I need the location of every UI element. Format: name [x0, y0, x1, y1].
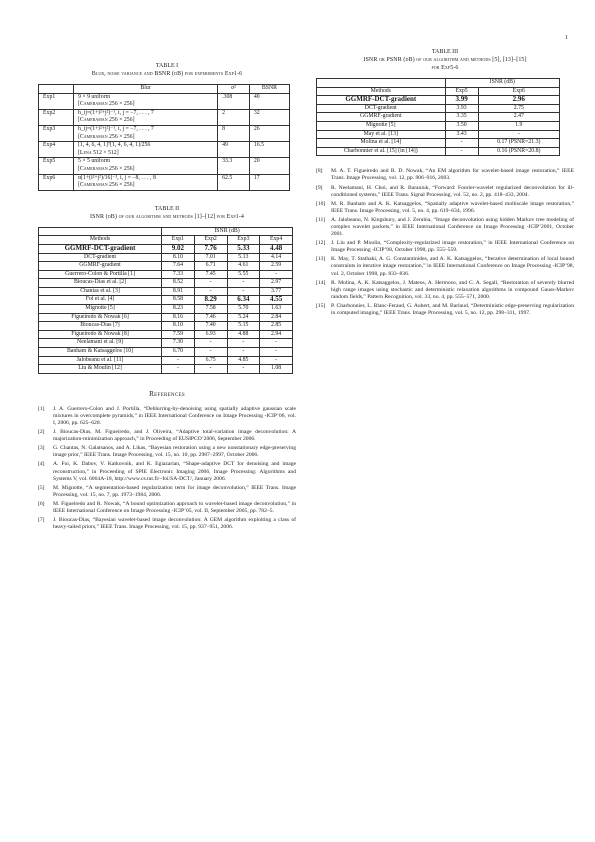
reference-text: P. Charbonnier, L. Blanc-Feraud, G. Aubert, and M. Barlaud, “Deterministic edge-preserving regularization in computed imaging,” IEEE Trans. Image Processing, vol. 5, no. 12, pp. 298–311, 1997. — [331, 302, 574, 317]
table2-value: 2.84 — [260, 313, 293, 322]
table1-image-label: [Cameraman 256 × 256] — [78, 133, 135, 140]
table3-value: 3.93 — [445, 104, 478, 113]
table2-row — [39, 270, 293, 279]
table2-value: 7.58 — [194, 305, 227, 314]
table2-value: - — [260, 348, 293, 357]
table3-row — [317, 96, 560, 105]
reference-number: [8] — [316, 168, 323, 175]
reference-number: [13] — [316, 256, 326, 263]
references-heading: References — [149, 389, 185, 398]
table1-header-cell: σ² — [218, 85, 250, 94]
table2-method: Chantas et al. [3] — [39, 287, 162, 296]
reference-text: M. Mignotte, “A segmentation-based regularization term for image deconvolution,” IEEE Trans. Image Processing, vol. 15, no. 7, pp. 1973–1984, 2006. — [53, 484, 296, 498]
table2-value: 7.01 — [194, 253, 227, 262]
table1-blur-cell — [74, 142, 218, 158]
reference-item — [38, 429, 296, 443]
table2-method: Bioucas-Dias [7] — [39, 322, 162, 331]
table2-value: 4.85 — [227, 356, 260, 365]
table2-value: - — [227, 365, 260, 374]
table1-sigma: 8 — [218, 125, 250, 141]
table2-value: 8.52 — [162, 279, 195, 288]
table2-value: 1.63 — [260, 305, 293, 314]
table2-value: 5.33 — [227, 244, 260, 253]
table1-header-cell: BSNR — [249, 85, 289, 94]
reference-item — [316, 240, 574, 254]
table2-value: - — [260, 339, 293, 348]
reference-text: J. Bioucas-Dias, M. Figueiredo, and J. Oliveira, “Adaptive total-variation image deconvolution: A majorization-minimization approach,” in Proceeding of EUSIPCO’2006, September 2006. — [53, 429, 296, 443]
table2-value: 8.10 — [162, 322, 195, 331]
table2-value: 2.94 — [260, 330, 293, 339]
table2-row — [39, 339, 293, 348]
table2-method: Neelamani et al. [9] — [39, 339, 162, 348]
table1-row — [39, 174, 290, 190]
table2-value: - — [194, 348, 227, 357]
reference-text: A. Jalobeanu, N. Kingsbury, and J. Zerubia, “Image deconvolution using hidden Markov tree modeling of complex wavelet packets,” in IEEE International Conference on Image Processing -ICIP’2001, October 2001. — [331, 216, 574, 238]
table2-value: 5.70 — [227, 305, 260, 314]
table1-sigma: 33.3 — [218, 158, 250, 174]
table3-value: 3.50 — [445, 121, 478, 130]
reference-item — [316, 217, 574, 238]
table2-value: 8.16 — [162, 313, 195, 322]
reference-item — [38, 517, 296, 531]
table2-value: - — [227, 348, 260, 357]
reference-text: R. Molina, A. K. Katsaggelos, J. Mateos, A. Hermoso, and C. A. Segall, “Restoration of severely blurred high range images using stochastic and deterministic relaxation algorithms in compound Gauss-Markov random fields,” Pattern Recognition, vol. 33, no. 4, pp. 555–571, 2000. — [331, 279, 574, 300]
table3-method: GGMRF-DCT-gradient — [317, 96, 446, 105]
reference-item — [38, 406, 296, 427]
table2-value: 4.88 — [227, 330, 260, 339]
table3-value: 2.47 — [478, 113, 559, 122]
reference-number: [10] — [316, 200, 326, 207]
table2-value: - — [194, 287, 227, 296]
references-list-left — [38, 406, 296, 532]
table2-value: 4.61 — [227, 262, 260, 271]
table2-value: - — [194, 339, 227, 348]
table2-row — [39, 305, 293, 314]
table3-row — [317, 130, 560, 139]
reference-item — [316, 303, 574, 317]
table2-group-header: ISNR (dB) — [162, 227, 293, 236]
table1-sigma: 49 — [218, 142, 250, 158]
table2-value: 7.45 — [194, 270, 227, 279]
table1-blur-kernel: 9 × 9 uniform — [78, 93, 111, 100]
table3-method: May et al. [13] — [317, 130, 446, 139]
table3-group-header: ISNR (dB) — [445, 79, 559, 88]
table2-value: 5.15 — [227, 322, 260, 331]
table2-row — [39, 356, 293, 365]
table1-blur-kernel: [1, 4, 6, 4, 1]ᵀ[1, 4, 6, 4, 1]/256 — [78, 142, 151, 149]
table2-row — [39, 287, 293, 296]
table1-sigma: 62.5 — [218, 174, 250, 190]
table1-bsnr: 26 — [249, 125, 289, 141]
table1-caption — [38, 62, 296, 78]
table2-row — [39, 313, 293, 322]
table2-value: 7.40 — [194, 322, 227, 331]
reference-number: [5] — [38, 484, 45, 491]
table1-image-label: [Cameraman 256 × 256] — [78, 117, 135, 124]
table2-row — [39, 262, 293, 271]
table3-value: 2.75 — [478, 104, 559, 113]
table1-blur-kernel: h_ij=(1+i²+j²)⁻¹, i, j = −7, . . . , 7 — [78, 109, 154, 116]
reference-text: M. Figueiredo and R. Nowak, “A bound optimization approach to wavelet-based image deconvolution,” in IEEE International Conference on Image Processing -ICIP’05, vol. II, September 2005, pp. 782–5. — [53, 500, 296, 515]
reference-item — [38, 445, 296, 459]
reference-number: [4] — [38, 461, 45, 468]
table2-value: 8.91 — [162, 287, 195, 296]
table1 — [38, 84, 290, 191]
table2-empty-header — [39, 227, 162, 236]
reference-text: G. Chantas, N. Galatsanos, and A. Likas, “Bayesian restoration using a new nonstationary edge-preserving image prior,” IEEE Trans. Image Processing, vol. 15, no. 10, pp. 2987–2997, October 2006. — [53, 445, 296, 459]
table3-header-cell: Methods — [317, 87, 446, 96]
table2-value: 6.70 — [162, 348, 195, 357]
table1-sigma: 2 — [218, 109, 250, 125]
table2-value: 3.77 — [260, 287, 293, 296]
table1-image-label: [Cameraman 256 × 256] — [78, 165, 135, 172]
table3-row — [317, 147, 560, 156]
table1-image-label: [Cameraman 256 × 256] — [78, 182, 135, 189]
table2-method: Banham & Katsaggelos [10] — [39, 348, 162, 357]
table3-method: DCT-gradient — [317, 104, 446, 113]
table1-blur-cell — [74, 174, 218, 190]
table3-value: 0.17 (PSNR=21.3) — [478, 139, 559, 148]
reference-number: [11] — [316, 216, 326, 223]
table2-value: 2.85 — [260, 322, 293, 331]
reference-text: R. Neelamani, H. Choi, and R. Baraniuk, “Forward: Fourier-wavelet regularized deconvolution for ill-conditioned systems,” IEEE Trans. Signal Processing, vol. 52, no. 2, pp. 418–433, 2004. — [331, 184, 574, 198]
table2-method: Jalobeanu et al. [11] — [39, 356, 162, 365]
table2-method: Mignotte [5] — [39, 305, 162, 314]
table2-header-cell: Exp3 — [227, 236, 260, 245]
table2-value: 9.02 — [162, 244, 195, 253]
table2-value: 8.58 — [162, 296, 195, 305]
reference-item — [316, 280, 574, 301]
table2-value: 4.14 — [260, 253, 293, 262]
table3-method: Charbonnier et al. [15] (in [14]) — [317, 147, 446, 156]
reference-number: [2] — [38, 429, 45, 436]
reference-item — [38, 501, 296, 515]
table2-value: 5.55 — [227, 270, 260, 279]
table1-blur-cell — [74, 158, 218, 174]
table1-exp-label: Exp4 — [39, 142, 74, 158]
table1-image-label: [Cameraman 256 × 256] — [78, 101, 135, 108]
table1-row — [39, 158, 290, 174]
table2-method: Guerrero-Colon & Portilla [1] — [39, 270, 162, 279]
table3-method: Molina et al. [14] — [317, 139, 446, 148]
table3-row — [317, 104, 560, 113]
table2-value: 8.23 — [162, 305, 195, 314]
table1-bsnr: 32 — [249, 109, 289, 125]
table2-value: - — [260, 270, 293, 279]
right-column — [316, 48, 574, 319]
table2-row — [39, 296, 293, 305]
reference-text: J. Bioucas-Dias, “Bayesian wavelet-based image deconvolution: A GEM algorithm exploiting a class of heavy-tailed priors,” IEEE Trans. Image Processing, vol. 15, pp. 937–951, 2006. — [53, 517, 296, 531]
reference-text: M. A. T. Figueiredo and R. D. Nowak, “An EM algorithm for wavelet-based image restoration,” IEEE Trans. Image Processing, vol. 12, pp. 906–916, 2003. — [331, 168, 574, 182]
reference-text: J. Liu and P. Moulin, “Complexity-regularized image restoration,” in IEEE International Conference on Image Processing -ICIP’98, October 1998, pp. 555–559. — [331, 240, 574, 254]
table2-header-cell: Exp1 — [162, 236, 195, 245]
table3-row — [317, 121, 560, 130]
table2-value: - — [162, 365, 195, 374]
table3-header-cell: Exp6 — [478, 87, 559, 96]
reference-text: A. Foi, K. Dabov, V. Katkovnik, and K. Egiazarian, “Shape-adaptive DCT for denoising and image reconstruction,” in Proceeding of SPIE Electronic Imaging 2006, Image Processing: Algorithms and Systems V, vol. 6064A-18, http://www.cs.tut.fi/~foi/SA-DCT/, January 2006. — [53, 461, 296, 482]
table1-label: TABLE I — [155, 63, 179, 69]
table1-blur-kernel: h_ij=(1+i²+j²)⁻¹, i, j = −7, . . . , 7 — [78, 125, 154, 132]
page-number: 1 — [565, 35, 568, 41]
table1-exp-label: Exp2 — [39, 109, 74, 125]
reference-number: [15] — [316, 302, 326, 309]
table3-method: Mignotte [5] — [317, 121, 446, 130]
table1-blur-kernel: α[1+(i²+j²)/16]⁻³, i, j = −8, . . . , 8 — [78, 174, 156, 181]
table2-value: 7.64 — [162, 262, 195, 271]
table1-bsnr: 16.5 — [249, 142, 289, 158]
table2-value: 8.10 — [162, 253, 195, 262]
reference-item — [316, 256, 574, 277]
table1-exp-label: Exp1 — [39, 93, 74, 109]
table2-value: - — [260, 356, 293, 365]
table1-blur-cell — [74, 109, 218, 125]
table2-method: Liu & Moulin [12] — [39, 365, 162, 374]
table2-value: 5.24 — [227, 313, 260, 322]
table2-method: Figueiredo & Nowak [6] — [39, 313, 162, 322]
table3-header-cell: Exp5 — [445, 87, 478, 96]
table2-method: Foi et al. [4] — [39, 296, 162, 305]
table1-exp-label: Exp5 — [39, 158, 74, 174]
table3-value: - — [445, 147, 478, 156]
table2-value: 2.97 — [260, 279, 293, 288]
table2-row — [39, 279, 293, 288]
table1-row — [39, 125, 290, 141]
table1-header-cell: Blur — [74, 85, 218, 94]
reference-number: [1] — [38, 405, 45, 412]
reference-number: [7] — [38, 517, 45, 524]
table3-value: - — [445, 139, 478, 148]
table3-value: 2.96 — [478, 96, 559, 105]
table2-value: 1.08 — [260, 365, 293, 374]
table3-caption — [316, 48, 574, 72]
table2-value: 2.59 — [260, 262, 293, 271]
table3-value: 3.43 — [445, 130, 478, 139]
table2-method: Bioucas-Dias et al. [2] — [39, 279, 162, 288]
reference-text: J. A. Guerrero-Colon and J. Portilla, “Deblurring-by-denoising using spatially adaptive gaussian scale mixtures in overcomplete pyramids,” in IEEE International Conference on Image Processing -ICIP’06, vol. I, 2006, pp. 625–628. — [53, 405, 296, 426]
table2-value: 6.71 — [194, 262, 227, 271]
table2-method: GGMRF-DCT-gradient — [39, 244, 162, 253]
table1-row — [39, 93, 290, 109]
table1-image-label: [Lena 512 × 512] — [78, 149, 119, 156]
table1-row — [39, 109, 290, 125]
table2-value: - — [162, 356, 195, 365]
table2-value: 8.29 — [194, 296, 227, 305]
table3-value: 1.9 — [478, 121, 559, 130]
table1-header-cell — [39, 85, 74, 94]
table2-value: 4.48 — [260, 244, 293, 253]
reference-item — [316, 201, 574, 215]
table2-method: DCT-gradient — [39, 253, 162, 262]
table1-exp-label: Exp6 — [39, 174, 74, 190]
table2-header-cell: Exp2 — [194, 236, 227, 245]
table2-row — [39, 330, 293, 339]
table2-value: 6.93 — [194, 330, 227, 339]
references-list-right — [316, 168, 574, 317]
table1-blur-cell — [74, 93, 218, 109]
reference-number: [6] — [38, 500, 45, 507]
table3-value: - — [478, 130, 559, 139]
reference-number: [14] — [316, 279, 326, 286]
table2-method: Figueiredo & Nowak [8] — [39, 330, 162, 339]
table2-value: 7.30 — [162, 339, 195, 348]
table2-value: 6.34 — [227, 296, 260, 305]
table2-row — [39, 322, 293, 331]
reference-number: [12] — [316, 240, 326, 247]
reference-number: [3] — [38, 445, 45, 452]
table2-caption — [38, 205, 296, 221]
table3-title-cont: for Exp5-6 — [431, 65, 459, 71]
table2-row — [39, 253, 293, 262]
table1-blur-cell — [74, 125, 218, 141]
table2-value: 7.76 — [194, 244, 227, 253]
table1-sigma: .308 — [218, 93, 250, 109]
table2-value: 5.13 — [227, 253, 260, 262]
table2-value: 6.75 — [194, 356, 227, 365]
table2-title: ISNR (dB) of our algorithm and methods [1]–[12] for Exp1-4 — [90, 213, 244, 220]
table2-value: 7.59 — [162, 330, 195, 339]
table2-value: - — [227, 339, 260, 348]
left-column — [38, 62, 296, 533]
table2-value: 7.33 — [162, 270, 195, 279]
reference-item — [38, 461, 296, 482]
table2-row — [39, 365, 293, 374]
table1-bsnr: 17 — [249, 174, 289, 190]
table3-row — [317, 139, 560, 148]
table2-label: TABLE II — [154, 205, 180, 212]
reference-item — [316, 185, 574, 199]
table3 — [316, 78, 560, 156]
table2-header-cell: Exp4 — [260, 236, 293, 245]
table1-bsnr: 20 — [249, 158, 289, 174]
table3-value: 3.99 — [445, 96, 478, 105]
table3-title: ISNR or PSNR (dB) of our algorithm and methods [5], [13]–[15] — [363, 57, 527, 63]
table2 — [38, 227, 293, 374]
table3-value: 3.35 — [445, 113, 478, 122]
reference-number: [9] — [316, 184, 323, 191]
table2-value: 7.46 — [194, 313, 227, 322]
table1-bsnr: 40 — [249, 93, 289, 109]
reference-text: M. R. Banham and A. K. Katsaggelos, “Spatially adaptive wavelet-based multiscale image restoration,” IEEE Trans. Image Processing, vol. 5, no. 4, pp. 619–634, 1996. — [331, 200, 574, 214]
table3-empty-header — [317, 79, 446, 88]
reference-text: K. May, T. Stathaki, A. G. Constantinides, and A. K. Katsaggelos, “Iterative determination of local bound constraints in iterative image restoration,” in IEEE International Conference on Image Processing -ICIP’98, vol. 2, October 1998, pp. 833–836. — [331, 256, 574, 277]
table3-method: GGMRF-gradient — [317, 113, 446, 122]
reference-item — [38, 485, 296, 499]
table1-blur-kernel: 5 × 5 uniform — [78, 158, 111, 165]
table2-row — [39, 348, 293, 357]
table2-value: - — [194, 365, 227, 374]
reference-item — [316, 168, 574, 182]
table2-value: 4.55 — [260, 296, 293, 305]
table3-label: TABLE III — [431, 49, 459, 55]
table1-exp-label: Exp3 — [39, 125, 74, 141]
table1-title: Blur, noise variance and BSNR (dB) for experiments Exp1-6 — [91, 71, 243, 77]
table2-row — [39, 244, 293, 253]
table1-row — [39, 142, 290, 158]
table2-header-cell: Methods — [39, 236, 162, 245]
table3-value: 0.16 (PSNR=20.8) — [478, 147, 559, 156]
table2-value: - — [194, 279, 227, 288]
table2-value: - — [227, 287, 260, 296]
table2-method: GGMRF-gradient — [39, 262, 162, 271]
table2-value: - — [227, 279, 260, 288]
table3-row — [317, 113, 560, 122]
